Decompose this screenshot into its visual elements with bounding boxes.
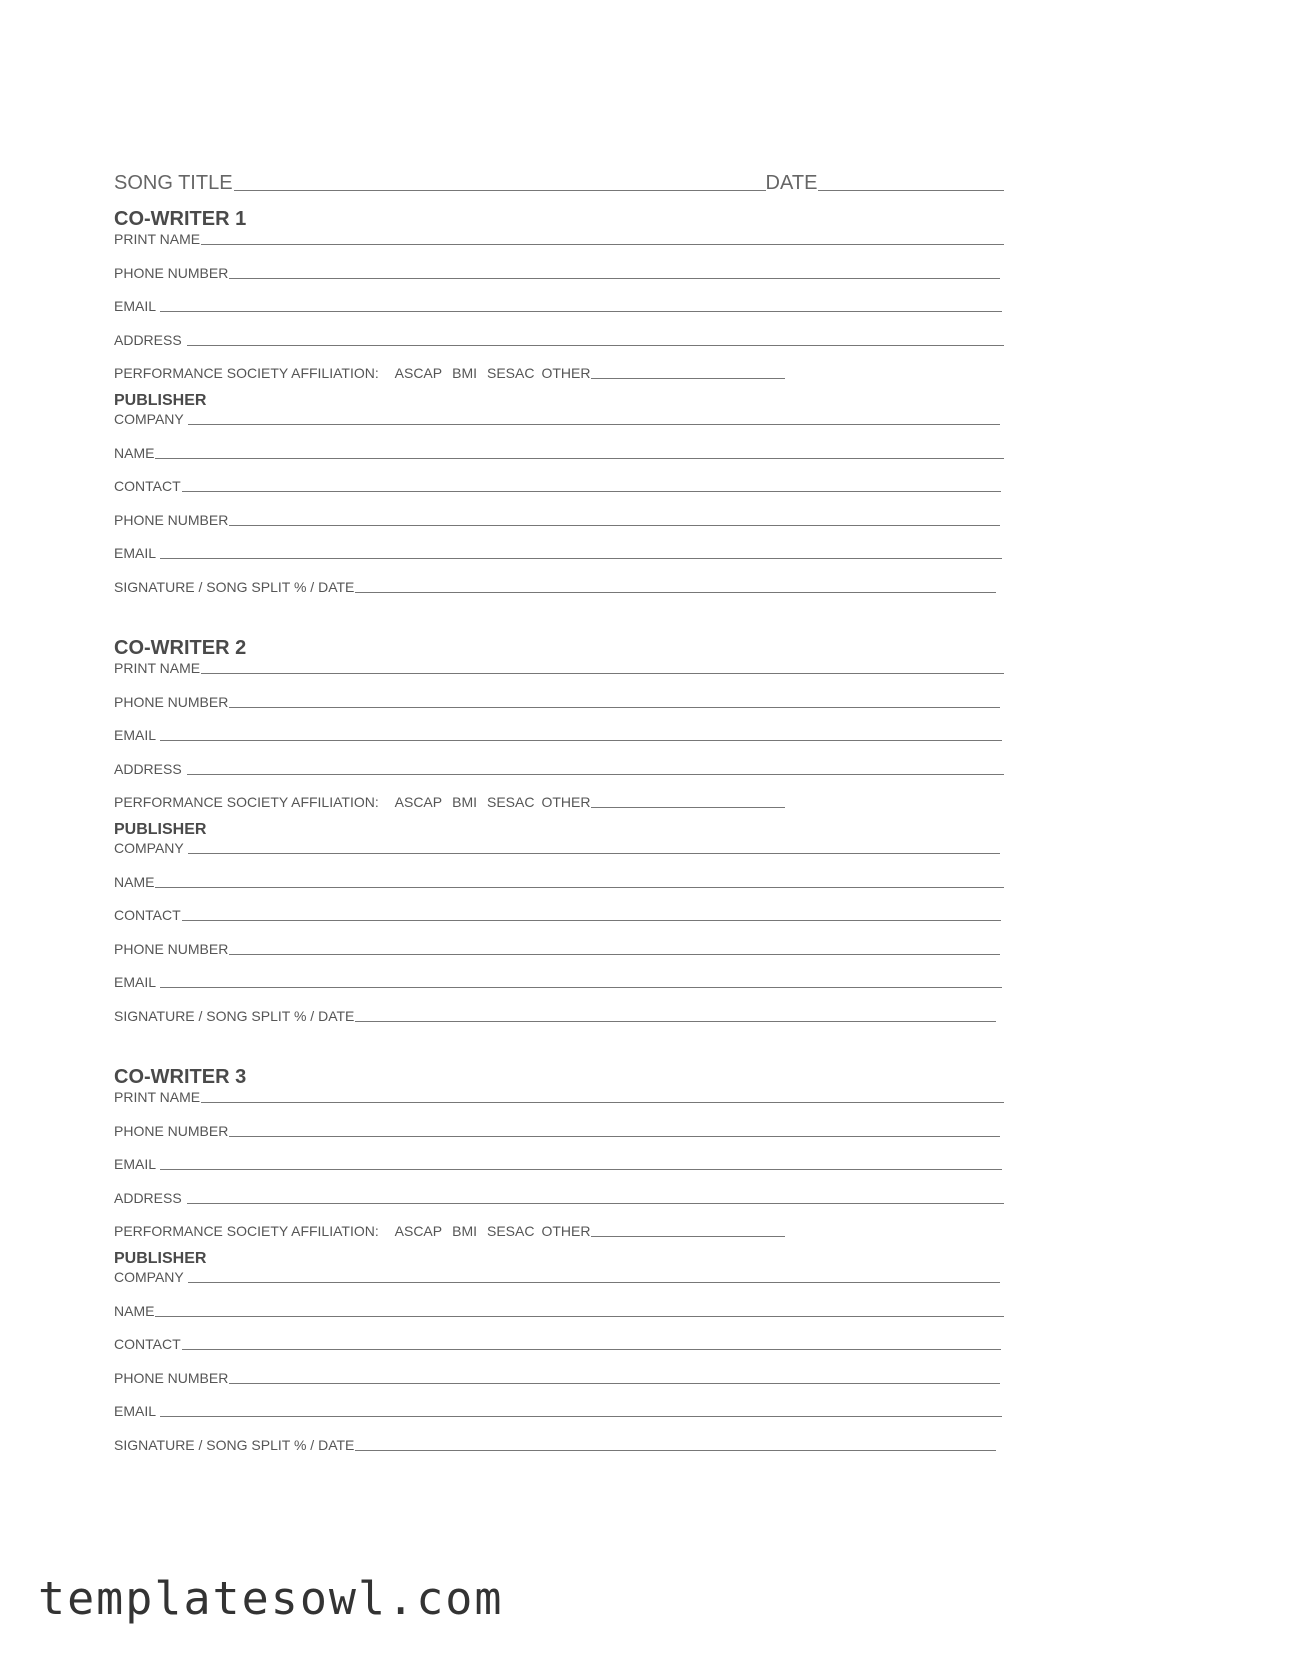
email-label: EMAIL (114, 1156, 160, 1172)
publisher-company-row (114, 1268, 1004, 1286)
publisher-contact-row (114, 1335, 1004, 1353)
other-affiliation-input-line[interactable] (591, 1236, 785, 1237)
date-label: DATE (765, 172, 818, 194)
song-title-label: SONG TITLE (114, 172, 233, 194)
print-name-label: PRINT NAME (114, 660, 201, 676)
performance-society-label: PERFORMANCE SOCIETY AFFILIATION: (114, 1223, 383, 1239)
phone-number-row (114, 1122, 1004, 1140)
address-label: ADDRESS (114, 1189, 186, 1206)
affiliation-option-sesac[interactable]: SESAC (487, 365, 535, 381)
performance-society-label: PERFORMANCE SOCIETY AFFILIATION: (114, 365, 383, 381)
affiliation-option-sesac[interactable]: SESAC (487, 1223, 535, 1239)
other-affiliation-input-line[interactable] (591, 378, 785, 379)
signature-split-date-row (114, 578, 996, 596)
name-label: NAME (114, 1302, 155, 1319)
publisher-contact-row (114, 906, 1004, 924)
other-affiliation-input-line[interactable] (591, 807, 785, 808)
email-row (114, 297, 1004, 315)
email-input-line[interactable] (160, 1169, 1002, 1170)
signature-label: SIGNATURE / SONG SPLIT % / DATE (114, 1436, 355, 1453)
phone-number-label: PHONE NUMBER (114, 1122, 229, 1139)
contact-input-line[interactable] (182, 1349, 1001, 1350)
address-row (114, 1189, 1004, 1207)
performance-society-row (114, 364, 1004, 382)
affiliation-option-sesac[interactable]: SESAC (487, 794, 535, 810)
name-label: NAME (114, 873, 155, 890)
publisher-heading: PUBLISHER (114, 392, 207, 409)
address-row (114, 331, 1004, 349)
publisher-phone-number-row (114, 1369, 1004, 1387)
publisher-name-row (114, 873, 1004, 891)
contact-label: CONTACT (114, 907, 181, 923)
contact-input-line[interactable] (182, 920, 1001, 921)
publisher-company-row (114, 410, 1004, 428)
publisher-email-row (114, 973, 1004, 991)
song-title-row (114, 163, 1004, 195)
name-input-line[interactable] (155, 458, 1004, 459)
publisher-heading: PUBLISHER (114, 1250, 207, 1267)
phone-number-label: PHONE NUMBER (114, 264, 229, 281)
writers-container (114, 208, 1004, 1482)
publisher-contact-row (114, 477, 1004, 495)
co-writer-heading: CO-WRITER 3 (114, 1066, 247, 1088)
address-label: ADDRESS (114, 760, 186, 777)
phone-number-input-line[interactable] (229, 954, 1000, 955)
phone-number-input-line[interactable] (229, 1383, 1000, 1384)
company-input-line[interactable] (188, 853, 1000, 854)
date-input-line[interactable] (818, 190, 1004, 191)
company-label: COMPANY (114, 1269, 188, 1285)
address-row (114, 760, 1004, 778)
address-input-line[interactable] (187, 345, 1004, 346)
name-input-line[interactable] (155, 887, 1004, 888)
email-input-line[interactable] (160, 987, 1002, 988)
print-name-row (114, 1088, 1004, 1106)
affiliation-option-other[interactable]: OTHER (541, 365, 591, 381)
phone-number-label: PHONE NUMBER (114, 693, 229, 710)
print-name-label: PRINT NAME (114, 231, 201, 247)
phone-number-input-line[interactable] (229, 707, 1000, 708)
signature-label: SIGNATURE / SONG SPLIT % / DATE (114, 578, 355, 595)
affiliation-option-ascap[interactable]: ASCAP (394, 365, 443, 381)
co-writer-section-3 (114, 1066, 1004, 1482)
performance-society-row (114, 793, 1004, 811)
company-input-line[interactable] (188, 1282, 1000, 1283)
contact-label: CONTACT (114, 478, 181, 494)
name-label: NAME (114, 444, 155, 461)
contact-input-line[interactable] (182, 491, 1001, 492)
company-label: COMPANY (114, 411, 188, 427)
phone-number-row (114, 264, 1004, 282)
co-writer-heading: CO-WRITER 1 (114, 208, 247, 230)
contact-label: CONTACT (114, 1336, 181, 1352)
print-name-label: PRINT NAME (114, 1089, 201, 1105)
print-name-input-line[interactable] (201, 1102, 1004, 1103)
email-input-line[interactable] (160, 311, 1002, 312)
email-input-line[interactable] (160, 1416, 1002, 1417)
email-label: EMAIL (114, 727, 160, 743)
watermark: templatesowl.com (38, 1572, 504, 1625)
co-writer-section-2 (114, 637, 1004, 1053)
address-label: ADDRESS (114, 331, 186, 348)
phone-number-row (114, 693, 1004, 711)
co-writer-agreement-form (114, 163, 1004, 1482)
co-writer-heading: CO-WRITER 2 (114, 637, 247, 659)
company-input-line[interactable] (188, 424, 1000, 425)
address-input-line[interactable] (187, 774, 1004, 775)
signature-label: SIGNATURE / SONG SPLIT % / DATE (114, 1007, 355, 1024)
email-label: EMAIL (114, 545, 160, 561)
print-name-input-line[interactable] (201, 244, 1004, 245)
publisher-phone-number-row (114, 940, 1004, 958)
song-title-input-line[interactable] (234, 190, 766, 191)
email-label: EMAIL (114, 974, 160, 990)
email-row (114, 726, 1004, 744)
performance-society-row (114, 1222, 1004, 1240)
publisher-phone-number-row (114, 511, 1004, 529)
affiliation-option-ascap[interactable]: ASCAP (394, 1223, 443, 1239)
signature-split-date-row (114, 1007, 996, 1025)
phone-number-label: PHONE NUMBER (114, 511, 229, 528)
email-input-line[interactable] (160, 740, 1002, 741)
phone-number-label: PHONE NUMBER (114, 1369, 229, 1386)
print-name-input-line[interactable] (201, 673, 1004, 674)
affiliation-option-ascap[interactable]: ASCAP (394, 794, 443, 810)
publisher-company-row (114, 839, 1004, 857)
co-writer-section-1 (114, 208, 1004, 624)
email-label: EMAIL (114, 1403, 160, 1419)
affiliation-option-bmi[interactable]: BMI (452, 794, 477, 810)
print-name-row (114, 230, 1004, 248)
email-row (114, 1155, 1004, 1173)
publisher-email-row (114, 1402, 1004, 1420)
name-input-line[interactable] (155, 1316, 1004, 1317)
publisher-name-row (114, 444, 1004, 462)
phone-number-input-line[interactable] (229, 278, 1000, 279)
print-name-row (114, 659, 1004, 677)
phone-number-input-line[interactable] (229, 1136, 1000, 1137)
affiliation-option-bmi[interactable]: BMI (452, 1223, 477, 1239)
signature-input-line[interactable] (355, 592, 996, 593)
company-label: COMPANY (114, 840, 188, 856)
address-input-line[interactable] (187, 1203, 1004, 1204)
signature-input-line[interactable] (355, 1021, 996, 1022)
phone-number-label: PHONE NUMBER (114, 940, 229, 957)
email-input-line[interactable] (160, 558, 1002, 559)
signature-input-line[interactable] (355, 1450, 996, 1451)
email-label: EMAIL (114, 298, 160, 314)
publisher-email-row (114, 544, 1004, 562)
signature-split-date-row (114, 1436, 996, 1454)
affiliation-option-bmi[interactable]: BMI (452, 365, 477, 381)
phone-number-input-line[interactable] (229, 525, 1000, 526)
performance-society-label: PERFORMANCE SOCIETY AFFILIATION: (114, 794, 383, 810)
affiliation-option-other[interactable]: OTHER (541, 794, 591, 810)
publisher-name-row (114, 1302, 1004, 1320)
publisher-heading: PUBLISHER (114, 821, 207, 838)
affiliation-option-other[interactable]: OTHER (541, 1223, 591, 1239)
